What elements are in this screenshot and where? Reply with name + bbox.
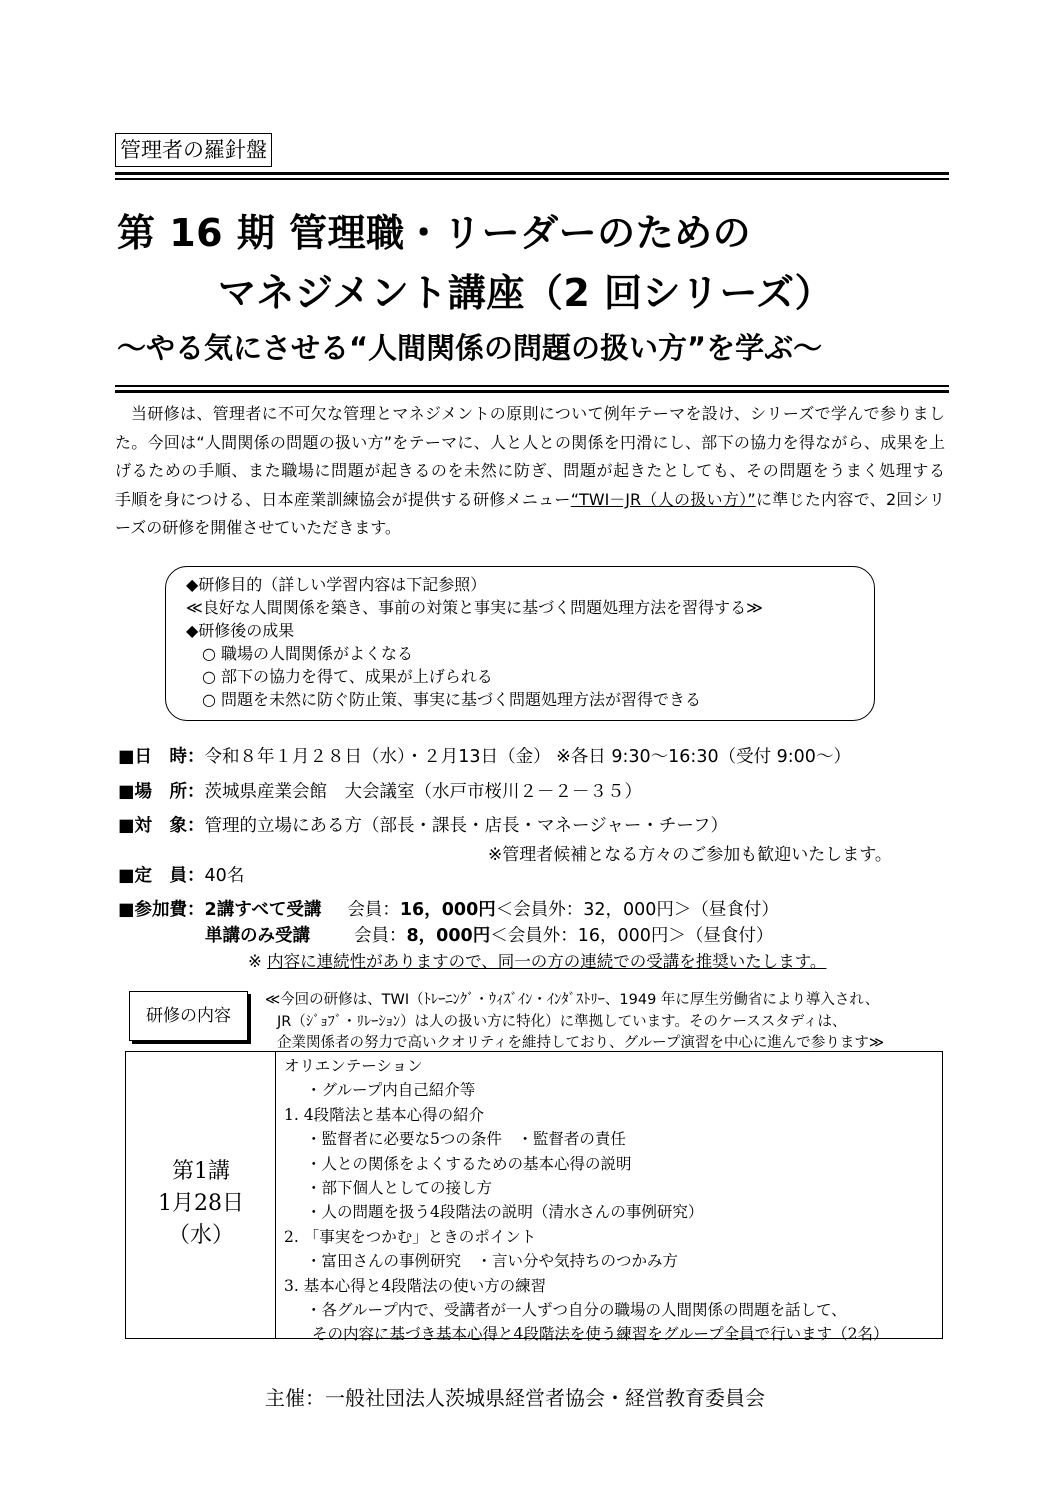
fee-single-member-price: 8，000円 [406, 926, 491, 946]
purpose-heading: ◆研修目的（詳しい学習内容は下記参照） [186, 575, 487, 594]
schedule-table [125, 1051, 943, 1344]
content-section-label: 研修の内容 [129, 991, 248, 1041]
subtitle: ～やる気にさせる“人間関係の問題の扱い方”を学ぶ～ [117, 331, 823, 365]
program-item: その内容に基づき基本心得と4段階法を使う練習をグループ全員で行います（2名） [312, 1325, 889, 1344]
capacity-value: 40名 [204, 866, 245, 886]
program-item: ・各グループ内で、受講者が一人ずつ自分の職場の人間関係の問題を話して、 [306, 1301, 847, 1320]
venue-row [118, 778, 642, 803]
series-tag: 管理者の羅針盤 [115, 133, 272, 167]
program-item: ・部下個人としての接し方 [306, 1179, 493, 1198]
fee-label: ■参加費： [118, 900, 205, 920]
date-label: ■日 時： [118, 747, 205, 767]
venue-value: 茨城県産業会館 大会議室（水戸市桜川２－２－３５） [204, 782, 643, 802]
fee-note [248, 948, 826, 972]
program-item: オリエンテーション [284, 1057, 423, 1075]
content-note-line: 企業関係者の努力で高いクオリティを維持しており、グループ演習を中心に進んで参ります≫ [277, 1035, 885, 1051]
outcome-item: ○ 職場の人間関係がよくなる [202, 644, 414, 663]
top-rule-thin [115, 178, 949, 180]
fee-full-row [118, 896, 779, 921]
fee-single-member-label: 会員： [354, 926, 407, 946]
outcome-item: ○ 部下の協力を得て、成果が上げられる [202, 667, 493, 686]
fee-note-text: 内容に連続性がありますので、同一の方の連続での受講を推奨いたします。 [267, 952, 827, 971]
session1-weekday: （水） [167, 1223, 234, 1248]
program-item: ・人との関係をよくするための基本心得の説明 [306, 1154, 632, 1173]
content-note-line: ≪今回の研修は、TWI（ﾄﾚｰﾆﾝｸﾞ・ｳｨｽﾞｲﾝ・ｲﾝﾀﾞｽﾄﾘｰ、1949 年に厚生労働省により導入され、 [265, 992, 880, 1008]
date-value: 令和８年１月２８日（水）・２月13日（金） ※各日 9:30～16:30（受付 9:00～） [204, 747, 851, 767]
title-line2: マネジメント講座（2 回シリーズ） [218, 271, 834, 315]
program-item: ・人の問題を扱う4段階法の説明（清水さんの事例研究） [306, 1203, 704, 1222]
session1-cell [126, 1052, 276, 1338]
intro-text-after: に準じた内容で、2回シリーズの研修を開催させていただきます。 [115, 489, 945, 538]
date-row [118, 743, 851, 768]
intro-twi-jr-highlight: “TWI－JR（人の扱い方）” [570, 489, 756, 509]
program-item: ・富田さんの事例研究 ・言い分や気持ちのつかみ方 [306, 1252, 679, 1271]
outcomes-heading: ◆研修後の成果 [186, 621, 295, 640]
top-rule-thick [115, 172, 949, 175]
intro-paragraph [115, 400, 978, 543]
target-value: 管理的立場にある方（部長・課長・店長・マネージャー・チーフ） [204, 816, 728, 836]
title-rule-thick [115, 390, 949, 393]
fee-full-course: 2講すべて受講 [204, 900, 322, 920]
content-note-line: JR（ｼﾞｮﾌﾞ・ﾘﾚｰｼｮﾝ）は人の扱い方に特化）に準拠しています。そのケーススタディは、 [277, 1014, 847, 1030]
capacity-row [118, 862, 244, 887]
purpose-goal: ≪良好な人間関係を築き、事前の対策と事実に基づく問題処理方法を習得する≫ [186, 598, 763, 617]
program-item: 2. 「事実をつかむ」ときのポイント [284, 1227, 537, 1246]
target-label: ■対 象： [118, 816, 205, 836]
fee-single-row [205, 922, 773, 947]
organizer-footer: 主催：一般社団法人茨城県経営者協会・経営教育委員会 [265, 1386, 765, 1410]
purpose-box [165, 566, 875, 721]
title-rule-thin [115, 385, 949, 387]
intro-text-before: 当研修は、管理者に不可欠な管理とマネジメントの原則について例年テーマを設け、シリーズで学んで参りました。今回は“人間関係の問題の扱い方”をテーマに、人と人との関係を円滑にし、部下の協力を得ながら、成果を上げるための手順、また職場に問題が起きるのを未然に防ぎ、問題が起きたとしても、その問題をうまく処理する 手順を身につける、日本産業訓練協会が提供する研修メニュー [115, 404, 978, 509]
program-item: ・監督者に必要な5つの条件 ・監督者の責任 [306, 1130, 626, 1149]
target-note: ※管理者候補となる方々のご参加も歓迎いたします。 [488, 845, 892, 865]
program-item: 3. 基本心得と4段階法の使い方の練習 [284, 1276, 547, 1295]
fee-single-course: 単講のみ受講 [205, 926, 310, 946]
fee-full-member-price: 16，000円 [399, 900, 496, 920]
outcome-item: ○ 問題を未然に防ぐ防止策、事実に基づく問題処理方法が習得できる [202, 690, 702, 709]
capacity-label: ■定 員： [118, 866, 205, 886]
fee-note-mark: ※ [248, 952, 268, 971]
session1-date: 1月28日 [158, 1191, 244, 1216]
fee-full-member-label: 会員： [347, 900, 400, 920]
fee-full-rest: ＜会員外：32，000円＞（昼食付） [495, 900, 779, 920]
program-item: 1. 4段階法と基本心得の紹介 [284, 1105, 485, 1124]
fee-single-rest: ＜会員外：16，000円＞（昼食付） [490, 926, 774, 946]
target-row [118, 812, 728, 837]
venue-label: ■場 所： [118, 782, 205, 802]
session1-number: 第1講 [172, 1159, 230, 1184]
title-line1: 第 16 期 管理職・リーダーのための [117, 211, 752, 255]
session1-program [284, 1054, 889, 1347]
program-item: ・グループ内自己紹介等 [306, 1081, 476, 1100]
